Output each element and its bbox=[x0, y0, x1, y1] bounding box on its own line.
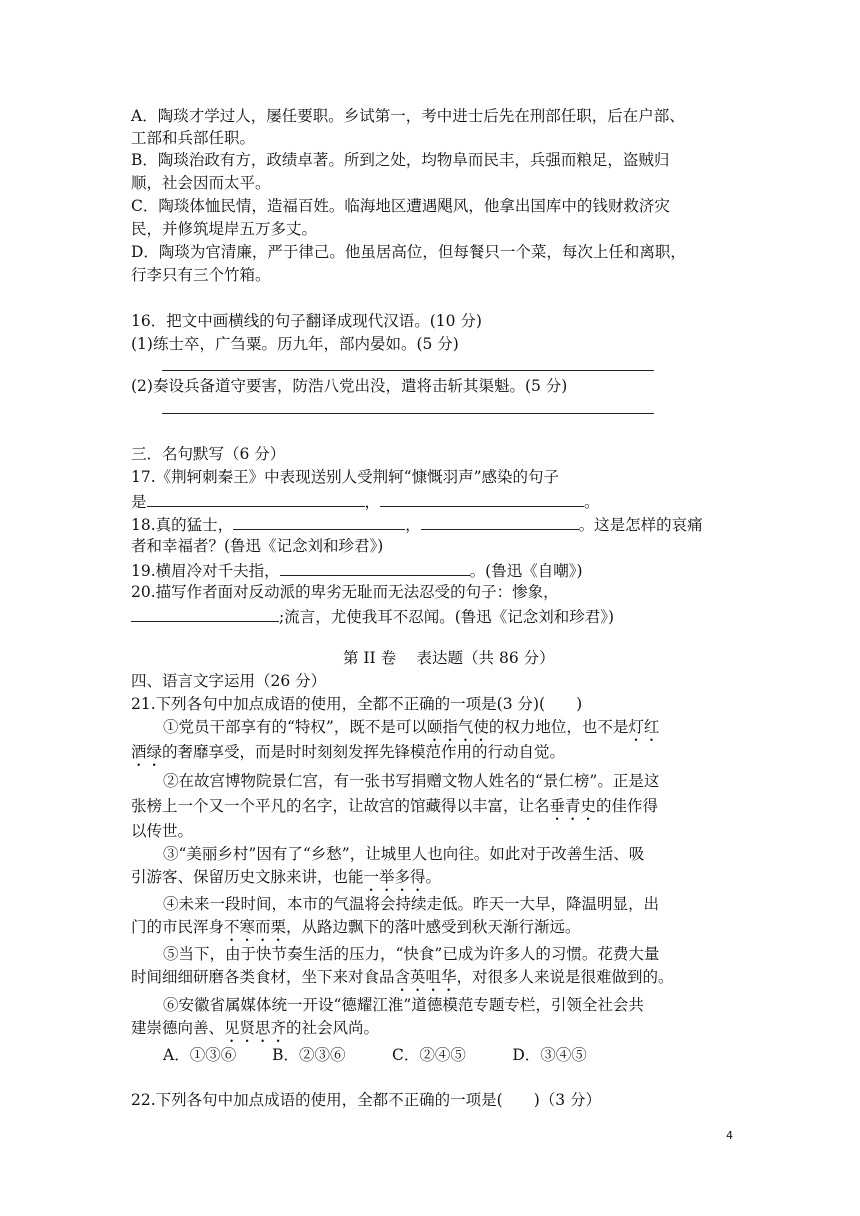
q18-end: 。这是怎样的哀痛 bbox=[578, 516, 703, 534]
q20-prompt: 20.描写作者面对反动派的卑劣无耻而无法忍受的句子：惨象， bbox=[131, 583, 559, 601]
part-2-heading: 第 II 卷 表达题（共 86 分） bbox=[343, 649, 555, 667]
q21-item-3-line2 bbox=[131, 866, 441, 895]
q17-separator: ， bbox=[364, 493, 381, 511]
q21-item-4-idiom: 不寒而栗 bbox=[224, 918, 287, 936]
q17-answer-line bbox=[131, 489, 600, 513]
q21-item-1-line2 bbox=[131, 741, 565, 770]
q21-item-2-line2 bbox=[131, 795, 658, 824]
q21-item-2-line1: ②在故宫博物院景仁宫，有一张书写捐赠文物人姓名的“景仁榜”。正是这 bbox=[163, 772, 660, 790]
q17-blank-1[interactable] bbox=[147, 489, 365, 507]
q21-item-4-text-a: 门的市民浑身 bbox=[131, 918, 225, 936]
q21-item-6-line2 bbox=[131, 1017, 379, 1046]
q21-item-2-line3: 以传世。 bbox=[131, 822, 194, 840]
q21-item-5-idiom: 含英咀华 bbox=[394, 968, 457, 986]
q15-option-a-line2: 工部和兵部任职。 bbox=[131, 129, 256, 147]
q18-continuation: 者和幸福者？(鲁迅《记念刘和珍君》) bbox=[131, 537, 384, 555]
q18-separator: ， bbox=[405, 516, 421, 534]
q21-item-5-line2 bbox=[131, 966, 674, 995]
q21-item-4-line1: ④未来一段时间，本市的气温将会持续走低。昨天一大早，降温明显，出 bbox=[163, 895, 660, 913]
q18-prefix: 18.真的猛士， bbox=[131, 516, 234, 534]
q21-item-2-text-a: 张榜上一个又一个平凡的名字，让故宫的馆藏得以丰富，让名 bbox=[131, 797, 550, 815]
q16-answer-line-2[interactable] bbox=[162, 413, 654, 414]
q21-item-6-line1: ⑥安徽省属媒体统一开设“德耀江淮”道德模范专题专栏，引领全社会共 bbox=[163, 996, 644, 1014]
q15-option-b-line2: 顺，社会因而太平。 bbox=[131, 174, 271, 192]
q15-option-a-line1: A．陶琰才学过人，屡任要职。乡试第一，考中进士后先在刑部任职，后在户部、 bbox=[131, 107, 685, 125]
q19-line bbox=[131, 558, 583, 582]
q20-blank[interactable] bbox=[131, 604, 279, 622]
q21-item-3-text-a: 引游客、保留历史文脉来讲，也能 bbox=[131, 868, 364, 886]
q21-item-5-line1: ⑤当下，由于快节奏生活的压力，“快食”已成为许多人的习惯。花费大量 bbox=[163, 945, 660, 963]
q19-blank[interactable] bbox=[280, 558, 470, 576]
q21-item-3-text-b: 。 bbox=[425, 868, 442, 886]
q19-prefix: 19.横眉冷对千夫指， bbox=[131, 562, 280, 580]
q21-item-2-idiom: 垂青史 bbox=[549, 797, 597, 815]
q18-line bbox=[131, 512, 703, 536]
q16-sentence-2: (2)奏设兵备道守要害，防浩八党出没，遣将击斩其渠魁。(5 分) bbox=[131, 377, 568, 395]
q18-blank-2[interactable] bbox=[421, 512, 579, 530]
q21-item-1-idiom-2b: 酒绿 bbox=[131, 743, 163, 761]
q21-item-1-idiom-2a: 灯红 bbox=[628, 718, 660, 736]
q21-item-3-idiom: 一举多得 bbox=[363, 868, 426, 886]
q16-sentence-1: (1)练士卒，广刍粟。历九年，部内晏如。(5 分) bbox=[131, 335, 459, 353]
q21-item-4-line2 bbox=[131, 916, 581, 945]
q17-prompt: 17.《荆轲刺秦王》中表现送别人受荆轲“慷慨羽声”感染的句子 bbox=[131, 468, 560, 486]
page-number: 4 bbox=[726, 1129, 733, 1142]
q16-answer-line-1[interactable] bbox=[162, 370, 654, 371]
q17-prefix: 是 bbox=[131, 493, 147, 511]
q21-options: A．①③⑥ B．②③⑥ C．②④⑤ D．③④⑤ bbox=[163, 1046, 587, 1064]
q21-item-1-text-a: ①党员干部享有的“特权”，既不是可以 bbox=[163, 718, 427, 736]
q15-option-c-line1: C．陶琰体恤民情，造福百姓。临海地区遭遇飓风，他拿出国库中的钱财救济灾 bbox=[131, 197, 670, 215]
q16-title: 16．把文中画横线的句子翻译成现代汉语。(10 分) bbox=[131, 312, 482, 330]
q22-title: 22.下列各句中加点成语的使用，全都不正确的一项是( )（3 分） bbox=[131, 1091, 602, 1109]
q21-item-5-text-a: 时间细细研磨各类食材，坐下来对食品 bbox=[131, 968, 395, 986]
q21-item-3-line1: ③“美丽乡村”因有了“乡愁”，让城里人也向往。如此对于改善生活、吸 bbox=[163, 845, 645, 863]
q21-item-1-idiom: 颐指气使 bbox=[426, 718, 489, 736]
q21-item-4-text-b: ，从路边飘下的落叶感受到秋天渐行渐远。 bbox=[286, 918, 581, 936]
q21-item-2-text-b: 的佳作得 bbox=[596, 797, 659, 815]
section-4-title: 四、语言文字运用（26 分） bbox=[131, 672, 327, 690]
q21-item-5-text-b: ，对很多人来说是很难做到的。 bbox=[456, 968, 674, 986]
q15-option-c-line2: 民，并修筑堤岸五万多丈。 bbox=[131, 220, 318, 238]
q21-item-1-text-c: 的奢靡享受，而是时时刻刻发挥先锋模范作用的行动自觉。 bbox=[162, 743, 566, 761]
q21-item-6-text-b: 的社会风尚。 bbox=[286, 1019, 380, 1037]
q15-option-d-line2: 行李只有三个竹箱。 bbox=[131, 266, 271, 284]
q21-item-6-idiom: 见贤思齐 bbox=[224, 1019, 287, 1037]
q19-end: 。(鲁迅《自嘲》) bbox=[469, 562, 583, 580]
q15-option-b-line1: B．陶琰治政有方，政绩卓著。所到之处，均物阜而民丰，兵强而粮足，盗贼归 bbox=[131, 151, 670, 169]
q17-end: 。 bbox=[584, 493, 600, 511]
q21-item-6-text-a: 建崇德向善、 bbox=[131, 1019, 225, 1037]
q17-blank-2[interactable] bbox=[380, 489, 584, 507]
q21-item-1-text-b: 的权力地位，也不是 bbox=[488, 718, 629, 736]
q15-option-d-line1: D．陶琰为官清廉，严于律己。他虽居高位，但每餐只一个菜，每次上任和离职， bbox=[131, 243, 686, 261]
q20-end: ;流言，尤使我耳不忍闻。(鲁迅《记念刘和珍君》) bbox=[279, 608, 615, 626]
q20-line bbox=[131, 604, 614, 628]
section-3-title: 三．名句默写（6 分） bbox=[131, 445, 286, 463]
q18-blank-1[interactable] bbox=[233, 512, 405, 530]
q21-title: 21.下列各句中加点成语的使用，全都不正确的一项是(3 分)( ) bbox=[131, 695, 583, 713]
